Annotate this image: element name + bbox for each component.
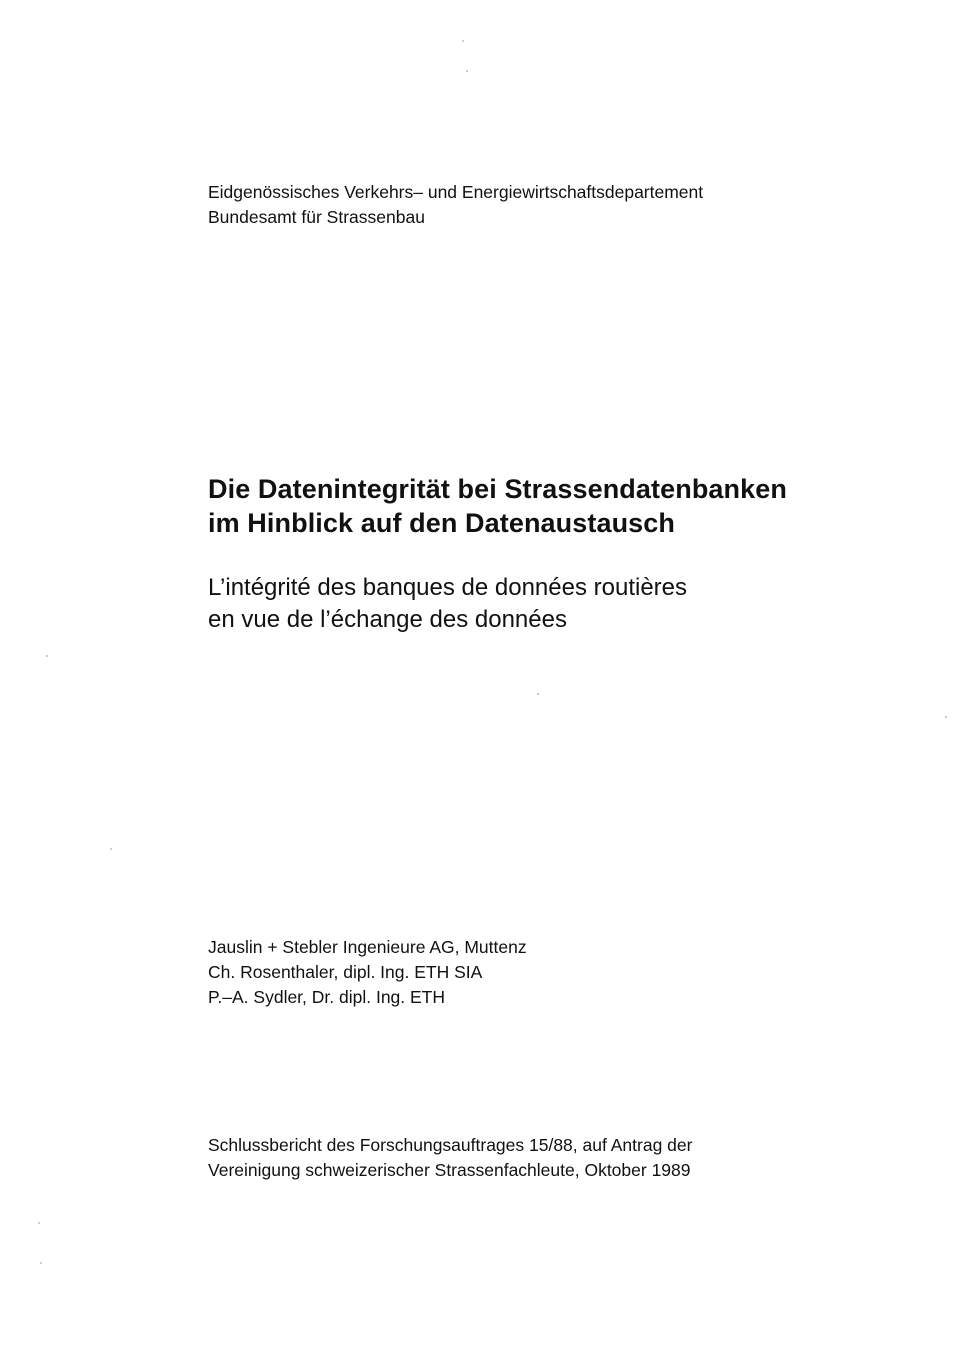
report-note — [208, 1133, 930, 1183]
author-firm: Jauslin + Stebler Ingenieure AG, Muttenz — [208, 937, 527, 957]
scan-speck — [945, 716, 947, 718]
title-french-line-2: en vue de l’échange des données — [208, 606, 567, 633]
title-french — [208, 572, 930, 636]
scan-speck — [38, 1222, 40, 1224]
scan-speck — [466, 70, 468, 72]
title-german-line-2: im Hinblick auf den Datenaustausch — [208, 508, 676, 538]
scan-speck — [462, 40, 464, 42]
title-german-line-1: Die Datenintegrität bei Strassendatenbanken — [208, 474, 787, 504]
authors — [208, 935, 930, 1010]
report-note-line-2: Vereinigung schweizerischer Strassenfachleute, Oktober 1989 — [208, 1160, 691, 1180]
report-note-line-1: Schlussbericht des Forschungsauftrages 15/88, auf Antrag der — [208, 1135, 693, 1155]
author-sydler: P.–A. Sydler, Dr. dipl. Ing. ETH — [208, 987, 446, 1007]
title-french-line-1: L’intégrité des banques de données routières — [208, 574, 688, 601]
scan-speck — [537, 693, 539, 695]
office-name: Bundesamt für Strassenbau — [208, 207, 425, 227]
author-rosenthaler: Ch. Rosenthaler, dipl. Ing. ETH SIA — [208, 962, 483, 982]
scan-speck — [46, 655, 48, 657]
scan-speck — [110, 848, 112, 850]
issuing-authority — [208, 180, 930, 230]
title-german — [208, 472, 930, 540]
department-name: Eidgenössisches Verkehrs– und Energiewirtschaftsdepartement — [208, 182, 704, 202]
scan-speck — [40, 1262, 42, 1264]
